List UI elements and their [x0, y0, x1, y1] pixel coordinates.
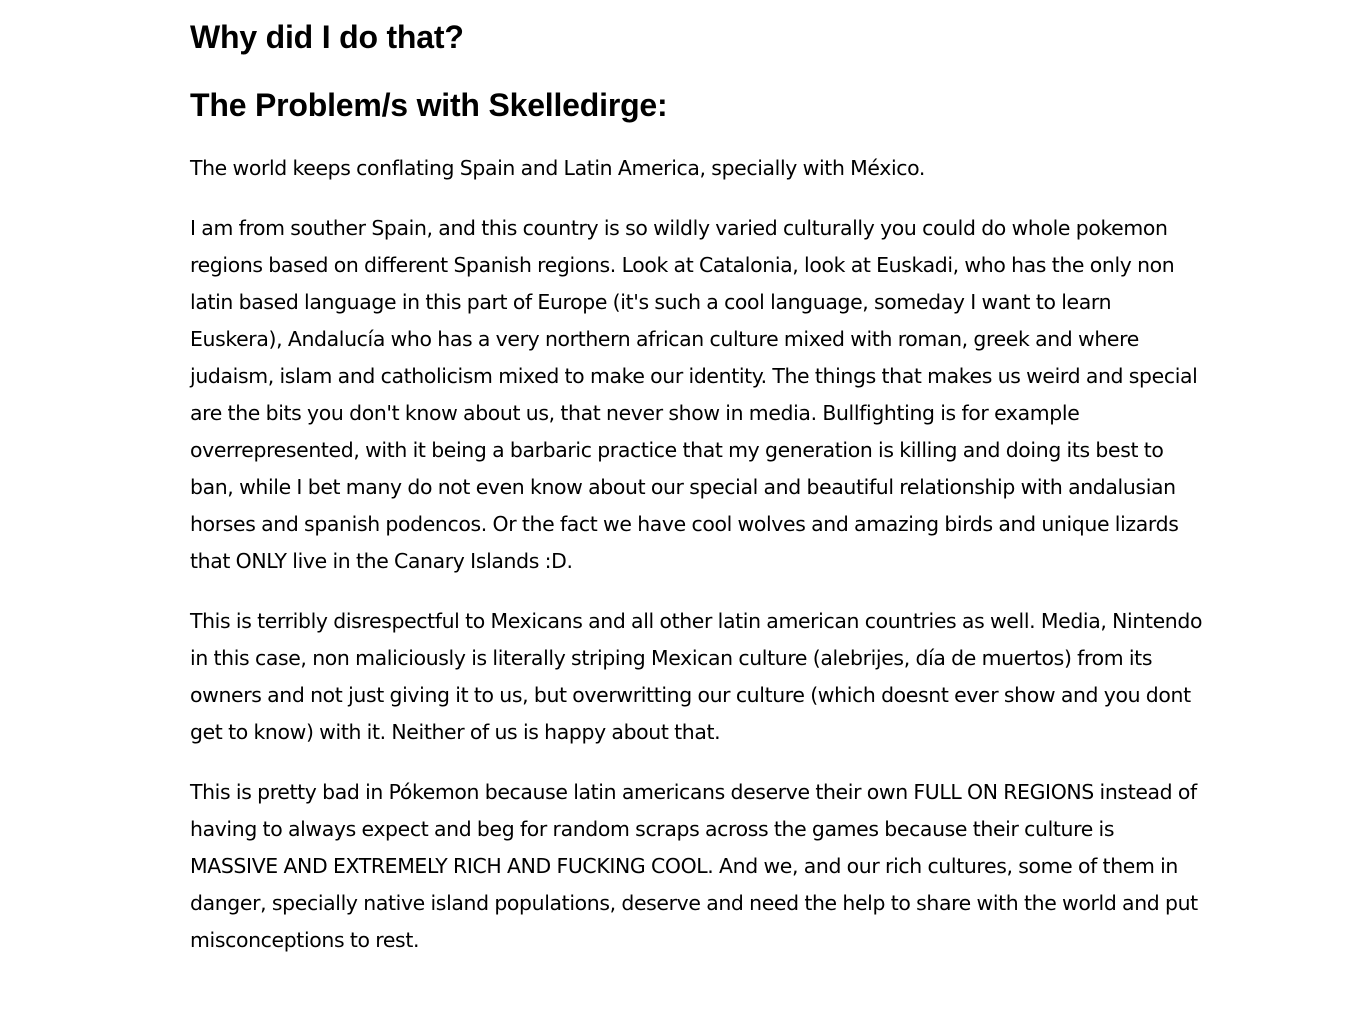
- paragraph-2: I am from souther Spain, and this country is so wildly varied culturally you could do whole pokemon regions based on different Spanish regions. Look at Catalonia, look at Euskadi, who has the only non latin based language in this part of Europe (it's such a cool language, someday I want to learn Euskera), Andalucía who has a very northern african culture mixed with roman, greek and where judaism, islam and catholicism mixed to make our identity. The things that makes us weird and special are the bits you don't know about us, that never show in media. Bullfighting is for example overrepresented, with it being a barbaric practice that my generation is killing and doing its best to ban, while I bet many do not even know about our special and beautiful relationship with andalusian horses and spanish podencos. Or the fact we have cool wolves and amazing birds and unique lizards that ONLY live in the Canary Islands :D.: [190, 216, 1198, 573]
- paragraph-4: This is pretty bad in Pókemon because latin americans deserve their own FULL ON REGIONS instead of having to always expect and beg for random scraps across the games because their culture is MASSIVE AND EXTREMELY RICH AND FUCKING COOL. And we, and our rich cultures, some of them in danger, specially native island populations, deserve and need the help to share with the world and put misconceptions to rest.: [190, 780, 1198, 952]
- heading-why-did-i-do-that: Why did I do that?: [190, 19, 464, 55]
- heading-problems-with-skelledirge: The Problem/s with Skelledirge:: [190, 87, 668, 123]
- paragraph-1: The world keeps conflating Spain and Latin America, specially with México.: [190, 156, 926, 180]
- paragraph-3: This is terribly disrespectful to Mexicans and all other latin american countries as well. Media, Nintendo in this case, non maliciously is literally striping Mexican culture (alebrijes, día de muertos) from its owners and not just giving it to us, but overwritting our culture (which doesnt ever show and you dont get to know) with it. Neither of us is happy about that.: [190, 609, 1203, 744]
